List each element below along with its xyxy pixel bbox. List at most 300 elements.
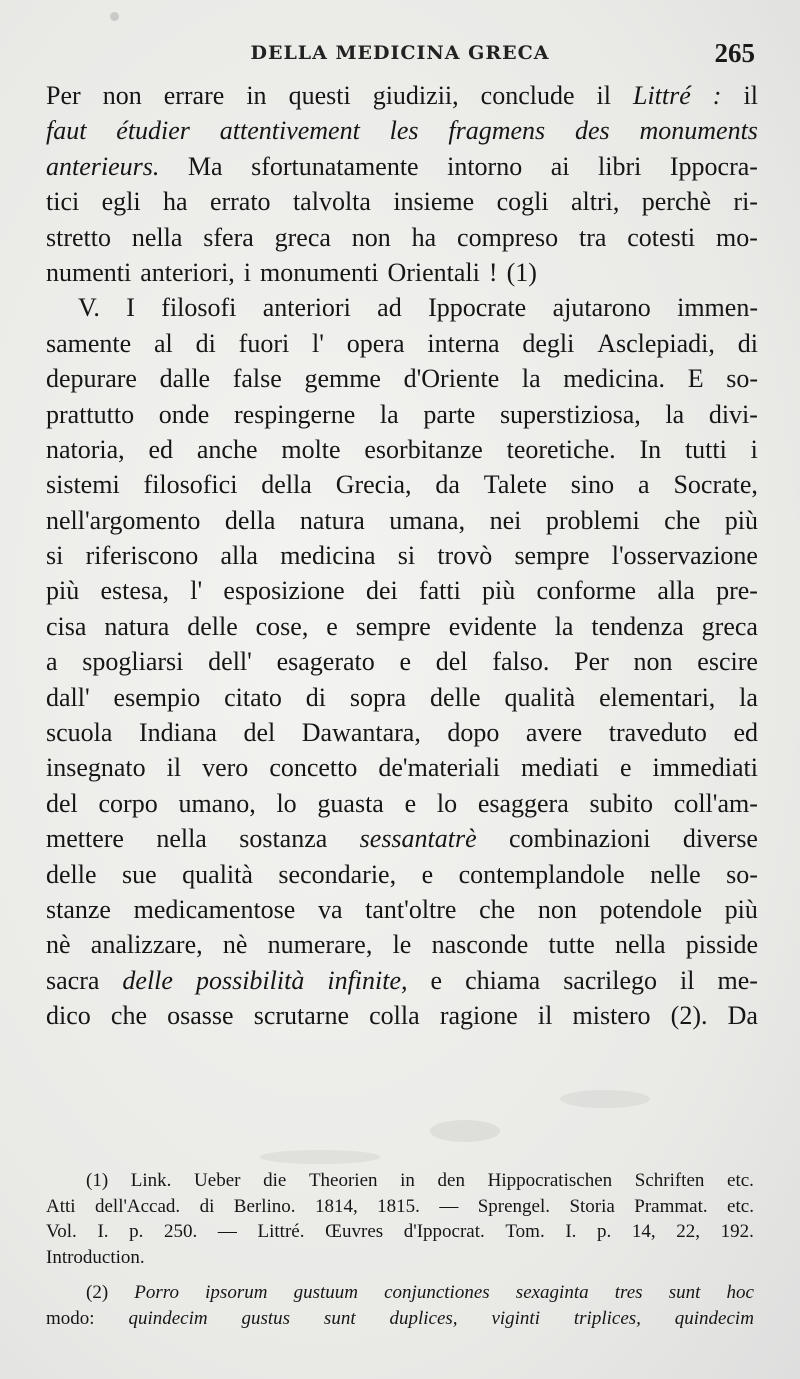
word: del	[243, 718, 276, 748]
word: più	[724, 505, 758, 535]
word: il	[596, 81, 611, 110]
word: la	[521, 364, 541, 394]
word: Porro	[134, 1282, 179, 1303]
word: non	[633, 647, 673, 677]
word: qualità	[182, 859, 253, 889]
word: dico	[46, 1001, 91, 1031]
word: l'	[312, 328, 324, 358]
text-line	[46, 113, 758, 148]
word: la	[554, 611, 574, 641]
word: sue	[122, 859, 157, 889]
word: greca	[274, 222, 331, 252]
word: esorbitanze	[364, 434, 483, 464]
word: samente	[46, 328, 132, 358]
word: In	[639, 434, 662, 464]
word: i	[750, 434, 758, 464]
word: superstiziosa,	[499, 399, 641, 429]
word: Hippocratischen	[487, 1170, 613, 1191]
word: E	[687, 364, 704, 394]
word: nella	[131, 222, 183, 252]
word: anterieurs.	[46, 151, 160, 181]
word: viginti	[491, 1307, 540, 1329]
word: nella	[156, 824, 207, 854]
word: e	[430, 965, 443, 995]
word: Berlino.	[233, 1195, 296, 1217]
text-line	[46, 149, 758, 184]
word: più	[724, 894, 758, 924]
word: Per	[574, 647, 609, 677]
word: sino	[570, 470, 615, 500]
word: die	[263, 1170, 287, 1191]
word: chiama	[465, 965, 541, 995]
text-line	[46, 432, 758, 467]
word: d'Oriente	[403, 364, 500, 394]
text-line	[46, 786, 758, 821]
word: insegnato	[46, 753, 146, 783]
page-number: 265	[714, 38, 755, 68]
word: in	[246, 81, 267, 110]
word: intorno	[447, 151, 523, 181]
word: Indiana	[138, 718, 217, 748]
word: Ma	[187, 151, 223, 181]
word: faut	[46, 116, 87, 146]
word: triplices,	[573, 1307, 641, 1329]
word: :	[712, 81, 722, 110]
word: qualità	[504, 682, 576, 712]
word: errare	[163, 81, 225, 110]
word: cotesti	[627, 222, 696, 252]
word: dall'	[46, 682, 90, 712]
word: sopra	[349, 682, 407, 712]
word: di	[737, 328, 758, 358]
word: tra	[578, 222, 607, 252]
word: talvolta	[292, 187, 371, 217]
word: concetto	[269, 753, 358, 783]
word: V.	[78, 293, 100, 323]
word: esagerato	[276, 647, 375, 677]
word: delle	[46, 859, 97, 889]
text-line	[46, 609, 758, 644]
text-line	[46, 184, 758, 219]
footnote-line	[46, 1168, 754, 1194]
word: lo	[436, 788, 458, 818]
text-line	[46, 397, 758, 432]
running-head	[0, 40, 800, 76]
word: l'osservazione	[611, 541, 758, 571]
word: anche	[196, 434, 258, 464]
word: dalle	[159, 364, 211, 394]
footnote-line	[46, 1280, 754, 1306]
word: conclude	[480, 81, 575, 110]
text-line	[46, 220, 758, 255]
word: nelle	[650, 859, 701, 889]
word: umano,	[178, 788, 256, 818]
word: 1814,	[314, 1195, 358, 1217]
word: opera	[346, 328, 405, 358]
word: evidente	[448, 611, 537, 641]
word: pre-	[716, 576, 758, 606]
footnote-line	[46, 1194, 754, 1220]
word: subito	[589, 788, 654, 818]
word: ad	[377, 293, 402, 323]
word: Ueber	[194, 1170, 241, 1191]
word: citato	[224, 682, 282, 712]
word: altri,	[570, 187, 620, 217]
word: Storia	[569, 1195, 615, 1217]
word: sfera	[203, 222, 254, 252]
word: estesa,	[100, 576, 170, 606]
word: esempio	[113, 682, 201, 712]
word: sempre	[355, 611, 431, 641]
word: va	[317, 894, 343, 924]
word: nei	[489, 505, 522, 535]
word: mediati	[521, 753, 599, 783]
word: sunt	[323, 1307, 356, 1329]
word: l'	[190, 576, 203, 606]
word: greca	[701, 611, 758, 641]
word: che	[479, 894, 516, 924]
body-text	[46, 78, 758, 1034]
word: alla	[220, 541, 258, 571]
word: Theorien	[308, 1170, 378, 1191]
word: I	[126, 293, 135, 323]
word: dei	[365, 576, 398, 606]
word: ed	[733, 718, 758, 748]
word: monumenti	[260, 257, 379, 287]
text-line	[46, 857, 758, 892]
text-line	[46, 644, 758, 679]
paper-speckle	[560, 1090, 650, 1108]
text-line	[46, 361, 758, 396]
word: anteriori,	[140, 257, 235, 287]
word: e	[421, 859, 434, 889]
word: medicina	[280, 541, 376, 571]
word: possibilità	[195, 965, 305, 995]
word: Orientali	[387, 257, 480, 287]
word: sacrilego	[563, 965, 658, 995]
word: del	[435, 647, 468, 677]
word: etc.	[727, 1170, 754, 1191]
word: les	[389, 116, 419, 146]
word: divi-	[708, 399, 758, 429]
word: si	[46, 541, 64, 571]
word: trovò	[437, 541, 493, 571]
word: umana,	[389, 505, 466, 535]
word: ha	[163, 187, 188, 217]
word: delle	[122, 965, 173, 995]
word: conforme	[536, 576, 637, 606]
word: tres	[614, 1282, 643, 1303]
footnote-line	[46, 1219, 754, 1245]
word: sunt	[668, 1282, 701, 1303]
word: Œuvres	[325, 1221, 384, 1242]
word: falso.	[492, 647, 550, 677]
word: da	[435, 470, 460, 500]
word: Tom.	[505, 1221, 545, 1242]
word: medicamentose	[133, 894, 296, 924]
text-line	[46, 326, 758, 361]
word: onde	[158, 399, 210, 429]
word: nè	[222, 930, 248, 960]
word: la	[739, 682, 758, 712]
word: étudier	[116, 116, 190, 146]
word: ri-	[733, 187, 758, 217]
word: questi	[288, 81, 351, 110]
word: fragmens	[448, 116, 546, 146]
word: contemplandole	[458, 859, 625, 889]
word: 22,	[676, 1221, 701, 1242]
word: I.	[97, 1221, 109, 1242]
word: (2)	[86, 1282, 109, 1303]
word: cogli	[496, 187, 549, 217]
word: p.	[597, 1221, 612, 1242]
word: escire	[697, 647, 758, 677]
word: medicina.	[563, 364, 666, 394]
word: più	[482, 576, 516, 606]
word: (1)	[86, 1170, 109, 1191]
word: fuori	[238, 328, 290, 358]
word: 250.	[164, 1221, 198, 1242]
word: attentivement	[219, 116, 360, 146]
word: problemi	[545, 505, 640, 535]
word: delle	[430, 682, 481, 712]
word: lo	[276, 788, 297, 818]
text-line	[46, 78, 758, 113]
word: prattutto	[46, 399, 135, 429]
word: insieme	[393, 187, 475, 217]
word: guasta	[317, 788, 384, 818]
word: corpo	[98, 788, 158, 818]
word: dopo	[447, 718, 500, 748]
word: avere	[525, 718, 583, 748]
word: hoc	[726, 1282, 754, 1303]
text-line	[46, 892, 758, 927]
word: stretto	[46, 222, 111, 252]
word: tutte	[548, 930, 595, 960]
word: filosofici	[143, 470, 238, 500]
word: mo-	[716, 222, 758, 252]
word: che	[110, 1001, 147, 1031]
word: secondarie,	[278, 859, 397, 889]
word: 14,	[631, 1221, 656, 1242]
word: filosofi	[161, 293, 237, 323]
word: tant'oltre	[365, 894, 457, 924]
word: 192.	[720, 1221, 754, 1242]
word: Talete	[483, 470, 547, 500]
word: analizzare,	[90, 930, 203, 960]
word: (1)	[506, 257, 537, 287]
word: —	[439, 1195, 459, 1217]
word: della	[261, 470, 312, 500]
text-line	[46, 998, 758, 1033]
footnote-line	[46, 1306, 754, 1332]
word: stanze	[46, 894, 111, 924]
word: molte	[281, 434, 341, 464]
text-line	[46, 255, 758, 290]
word: in	[400, 1170, 415, 1191]
word: elementari,	[599, 682, 716, 712]
word: il	[166, 753, 182, 783]
word: ai	[550, 151, 570, 181]
word: esaggera	[477, 788, 569, 818]
word: den	[437, 1170, 465, 1191]
word: Atti	[46, 1195, 76, 1217]
paper-speckle	[110, 12, 119, 21]
word: spogliarsi	[82, 647, 184, 677]
word: ha	[411, 222, 437, 252]
word: sessantatrè	[359, 824, 477, 854]
word: (2).	[670, 1001, 708, 1031]
word: compreso	[457, 222, 559, 252]
word: numerare,	[267, 930, 373, 960]
word: perchè	[641, 187, 712, 217]
word: immediati	[652, 753, 758, 783]
word: Asclepiadi,	[597, 328, 715, 358]
word: che	[664, 505, 701, 535]
word: Littré.	[257, 1221, 305, 1242]
word: infinite,	[327, 965, 408, 995]
word: a	[638, 470, 650, 500]
word: anteriori	[262, 293, 351, 323]
word: e	[399, 647, 412, 677]
text-line	[46, 927, 758, 962]
word: sfortunatamente	[251, 151, 419, 181]
word: riferiscono	[85, 541, 199, 571]
word: so-	[726, 859, 758, 889]
word: giudizii,	[372, 81, 459, 110]
word: colla	[369, 1001, 420, 1031]
word: del	[46, 788, 78, 818]
word: duplices,	[389, 1307, 458, 1329]
word: delle	[187, 611, 238, 641]
word: natura	[299, 505, 365, 535]
word: e	[326, 611, 338, 641]
word: dell'	[208, 647, 252, 677]
word: quindecim	[128, 1307, 208, 1329]
word: I.	[565, 1221, 577, 1242]
word: so-	[726, 364, 758, 394]
word: al	[154, 328, 173, 358]
text-line	[46, 467, 758, 502]
word: il	[680, 965, 695, 995]
word: mistero	[572, 1001, 651, 1031]
word: nell'argomento	[46, 505, 201, 535]
word: Prammat.	[634, 1195, 708, 1217]
paper-speckle	[430, 1120, 500, 1142]
word: Littré	[632, 81, 691, 110]
word: errato	[209, 187, 271, 217]
word: e	[404, 788, 417, 818]
word: quindecim	[674, 1307, 754, 1329]
word: —	[217, 1221, 237, 1242]
word: de'materiali	[378, 753, 501, 783]
footnotes	[46, 1168, 754, 1331]
word: respingerne	[233, 399, 356, 429]
word: pisside	[685, 930, 758, 960]
word: combinazioni	[509, 824, 651, 854]
word: vero	[202, 753, 249, 783]
word: potendole	[599, 894, 703, 924]
word: !	[488, 257, 498, 287]
word: Vol.	[46, 1221, 77, 1242]
word: natura	[104, 611, 170, 641]
word: gustuum	[293, 1282, 358, 1303]
word: coll'am-	[673, 788, 758, 818]
word: dell'Accad.	[94, 1195, 181, 1217]
running-title: DELLA MEDICINA GRECA	[250, 42, 550, 64]
word: conjunctiones	[384, 1282, 490, 1303]
word: il	[537, 1001, 553, 1031]
word: osasse	[167, 1001, 234, 1031]
word: sexaginta	[515, 1282, 589, 1303]
word: diverse	[682, 824, 758, 854]
word: p.	[129, 1221, 144, 1242]
word: non	[537, 894, 577, 924]
word: nella	[615, 930, 666, 960]
word: nè	[46, 930, 71, 960]
word: numenti	[46, 257, 132, 287]
word: tici	[46, 187, 80, 217]
word: immen-	[677, 293, 758, 323]
text-line	[46, 963, 758, 998]
word: scrutarne	[253, 1001, 349, 1031]
word: Dawantara,	[301, 718, 421, 748]
word: Grecia,	[335, 470, 412, 500]
word: gustus	[241, 1307, 291, 1329]
word: più	[46, 576, 80, 606]
word: ragione	[439, 1001, 518, 1031]
word: alla	[657, 576, 695, 606]
word: tendenza	[591, 611, 684, 641]
text-line	[46, 538, 758, 573]
word: non	[102, 81, 142, 110]
word: Per	[46, 81, 81, 110]
word: false	[232, 364, 282, 394]
word: nasconde	[431, 930, 529, 960]
word: Ippocra-	[669, 151, 758, 181]
word: des	[574, 116, 610, 146]
word: sistemi	[46, 470, 120, 500]
word: gemme	[304, 364, 381, 394]
word: egli	[101, 187, 141, 217]
word: le	[392, 930, 412, 960]
text-line	[46, 503, 758, 538]
word: si	[397, 541, 416, 571]
text-line	[46, 715, 758, 750]
word: Sprengel.	[477, 1195, 551, 1217]
text-line	[46, 750, 758, 785]
word: natoria,	[46, 434, 125, 464]
word: i	[243, 257, 252, 287]
word: modo:	[46, 1307, 95, 1329]
word: ipsorum	[205, 1282, 268, 1303]
word: Introduction.	[46, 1246, 145, 1268]
paper-speckle	[260, 1150, 380, 1164]
text-line	[46, 821, 758, 856]
word: tutti	[684, 434, 727, 464]
word: degli	[522, 328, 575, 358]
word: cose,	[255, 611, 309, 641]
word: d'Ippocrat.	[403, 1221, 485, 1242]
footnote-line	[46, 1245, 754, 1271]
word: non	[351, 222, 391, 252]
word: ed	[148, 434, 174, 464]
word: traveduto	[608, 718, 707, 748]
text-line	[46, 290, 758, 325]
word: Schriften	[634, 1170, 705, 1191]
word: sostanza	[239, 824, 328, 854]
word: Ippocrate	[428, 293, 527, 323]
